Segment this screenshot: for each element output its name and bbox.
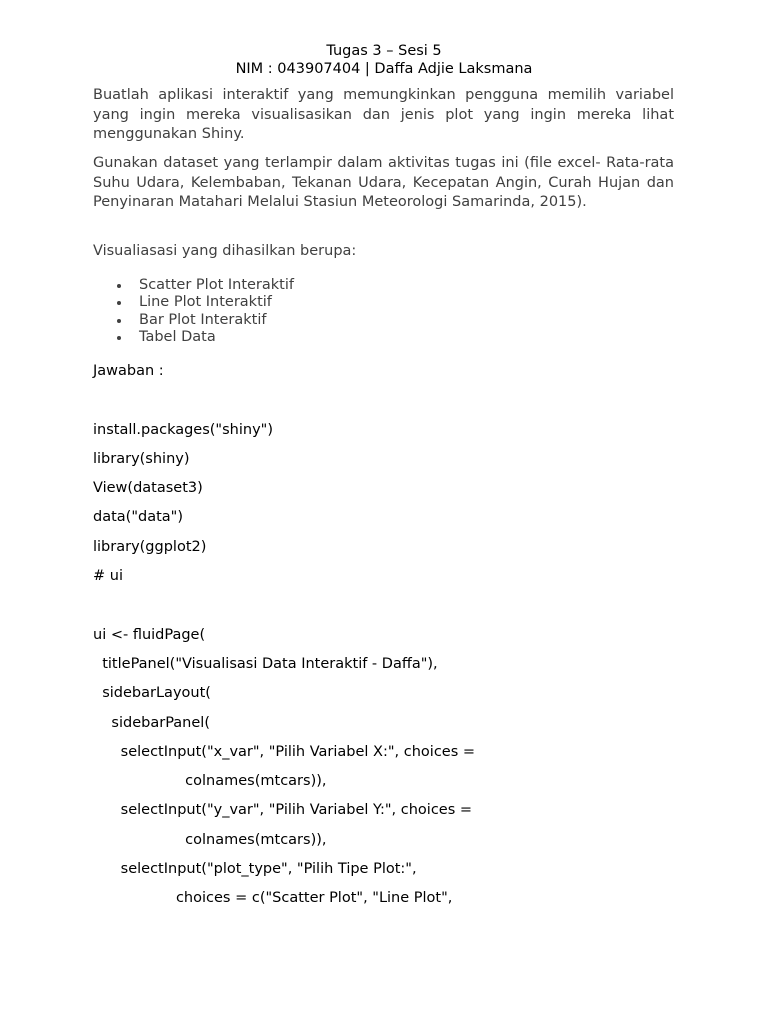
list-item [93, 329, 294, 346]
code-line: choices = c("Scatter Plot", "Line Plot", [93, 890, 453, 906]
code-line: ui <- fluidPage( [93, 627, 206, 643]
list-item-label: Bar Plot Interaktif [139, 311, 267, 328]
instruction-paragraph-3: Visualiasasi yang dihasilkan berupa: [93, 243, 357, 259]
code-line: data("data") [93, 509, 183, 525]
bullet-icon [117, 336, 121, 340]
list-item-label: Tabel Data [139, 328, 216, 345]
instruction-paragraph-2: Gunakan dataset yang terlampir dalam aktivitas tugas ini (file excel- Rata-rata Suhu Udara, Kelembaban, Tekanan Udara, Kecepatan Angin, Curah Hujan dan Penyinaran Matahari Melalui Stasiun Meteorologi Samarinda, 2015). [93, 155, 674, 210]
list-item [93, 277, 294, 294]
code-line: library(ggplot2) [93, 539, 207, 555]
code-line: install.packages("shiny") [93, 422, 273, 438]
bullet-icon [117, 284, 121, 288]
list-item [93, 312, 294, 329]
list-item [93, 294, 294, 311]
code-line: selectInput("plot_type", "Pilih Tipe Plot:", [93, 861, 417, 877]
code-line: colnames(mtcars)), [93, 773, 327, 789]
document-subtitle: NIM : 043907404 | Daffa Adjie Laksmana [235, 61, 533, 77]
code-line: # ui [93, 568, 123, 584]
bullet-icon [117, 319, 121, 323]
code-line: sidebarLayout( [93, 685, 211, 701]
answer-label: Jawaban : [93, 363, 164, 379]
code-line: selectInput("x_var", "Pilih Variabel X:", choices = [93, 744, 476, 760]
code-line: sidebarPanel( [93, 715, 210, 731]
code-line: View(dataset3) [93, 480, 203, 496]
code-line: selectInput("y_var", "Pilih Variabel Y:", choices = [93, 802, 473, 818]
document-title: Tugas 3 – Sesi 5 [326, 43, 442, 59]
list-item-label: Line Plot Interaktif [139, 294, 272, 311]
instruction-paragraph-1: Buatlah aplikasi interaktif yang memungkinkan pengguna memilih variabel yang ingin mereka visualisasikan dan jenis plot yang ingin mereka lihat menggunakan Shiny. [93, 87, 674, 142]
code-line: titlePanel("Visualisasi Data Interaktif - Daffa"), [93, 656, 438, 672]
bullet-icon [117, 301, 121, 305]
code-line: library(shiny) [93, 451, 190, 467]
visualization-list [93, 277, 294, 346]
code-line: colnames(mtcars)), [93, 832, 327, 848]
list-item-label: Scatter Plot Interaktif [139, 277, 294, 293]
